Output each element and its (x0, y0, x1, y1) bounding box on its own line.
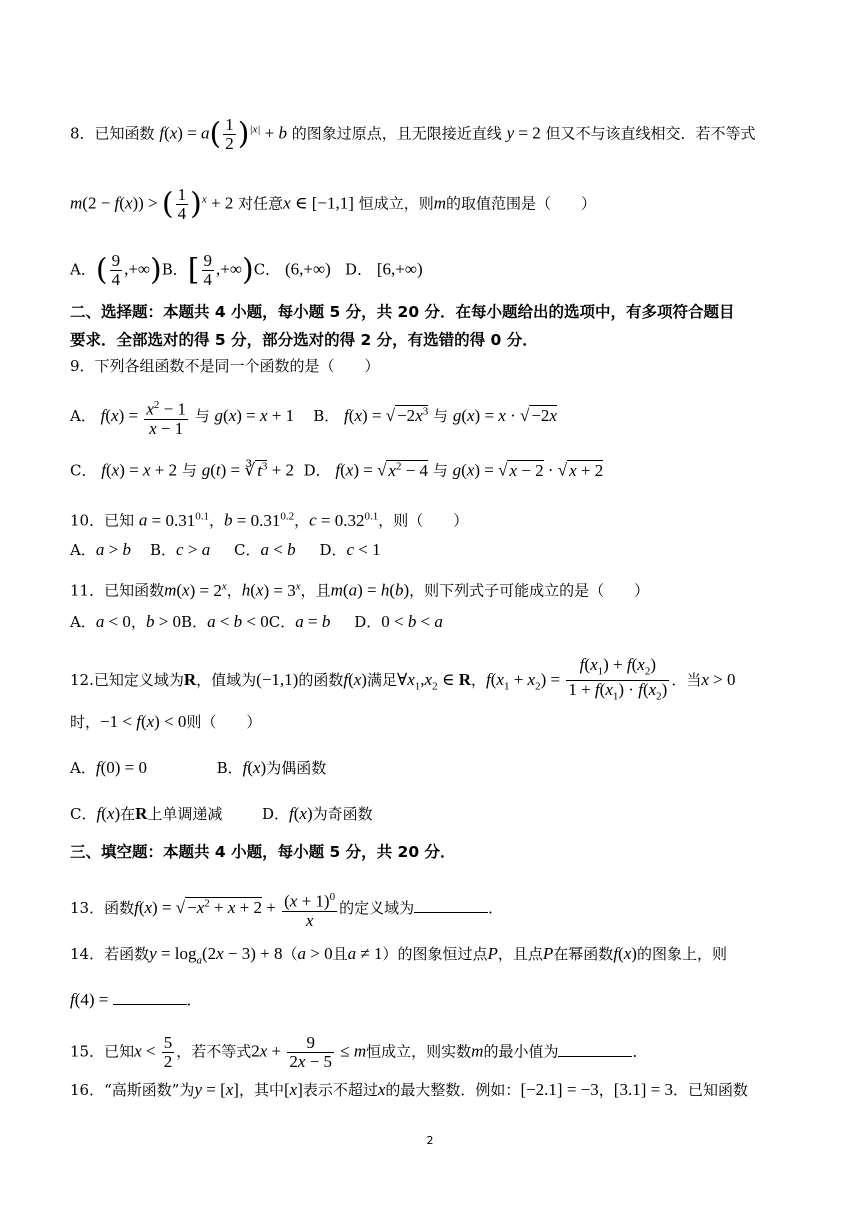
q8-options: A．( $\frac{9}{4}$ ,+∞)B．[ $\frac{9}{4}$ ,+∞)C． (6,+∞) D． [6,+∞) (70, 251, 423, 289)
q8-line-1: 8．已知函数 f(x) = a( $\frac{1}{2}$ )$^{|x|}$ + b 的图象过原点，且无限接近直线 y = 2 但又不与该直线相交．若不等式 (70, 115, 756, 153)
q9-stem: 9．下列各组函数不是同一个函数的是（ ） (70, 357, 380, 375)
q11-stem: 11．已知函数$m(x) = 2^x$，$h(x) = 3^x$，且m(a) = h(b)，则下列式子可能成立的是（ ） (70, 580, 650, 600)
q12-options-cd: C．f(x)在R上单调递减 D．f(x)为奇函数 (70, 804, 373, 823)
q14-line-2: f(4) = ． (70, 990, 202, 1009)
q14-line-1: 14．若函数$y = \log_a(2x - 3) + 8(a > 0$且a ≠ 1）的图象恒过点P，且点P在幂函数f(x)的图象上，则 (70, 944, 727, 967)
q15-answer-blank[interactable] (558, 1042, 632, 1057)
q12-options-ab: A．f(0) = 0 B．f(x)为偶函数 (70, 758, 327, 777)
q12-line-2: 时，−1 < f(x) < 0则（ ） (70, 712, 262, 731)
q16: 16．“高斯函数”为y = [x]，其中[x]表示不超过x的最大整数．例如：[−2.1] = −3，[3.1] = 3．已知函数 (70, 1080, 748, 1099)
section-2-heading-line-1: 二、选择题：本题共 4 小题，每小题 5 分，共 20 分．在每小题给出的选项中，有多项符合题目 (70, 303, 735, 321)
q11-options: A．a < 0，b > 0B．a < b < 0C．a = b D．0 < b < a (70, 612, 443, 631)
q10-stem: 10．已知 $a = 0.31^{0.1}$，$b = 0.31^{0.2}$，$c = 0.32^{0.1}$，则（ ） (70, 510, 469, 530)
q15: 15．已知x < $\frac{5}{2}$ ，若不等式2x + $\frac{9}{2x - 5}$ ≤ m恒成立，则实数m的最小值为 ． (70, 1033, 648, 1071)
q12-line-1: 12.已知定义域为R，值域为(−1,1)的函数f(x)满足$\forall x_1,x_2$ ∈ R，$f(x_1 + x_2)$ = $\frac{f(x_1) + f(x_2)}{1 + f(x_1) \cdot f(x_2)}$ ．当x > 0 (70, 655, 736, 703)
q14-answer-blank[interactable] (113, 990, 187, 1005)
q13-answer-blank[interactable] (414, 898, 488, 913)
q9-options-cd: C． f(x) = x + 2 与 g(t) = ∛ $t^3 + 2$ D． f(x) = √ $x^2 - 4$ 与 g(x) = √ x − 2 · √ x + 2 (70, 460, 604, 480)
section-2-heading-line-2: 要求．全部选对的得 5 分，部分选对的得 2 分，有选错的得 0 分． (70, 331, 538, 349)
q9-options-ab: A． f(x) = $\frac{x^2 - 1}{x - 1}$ 与 g(x) = x + 1 B． f(x) = √ $-2x^3$ 与 g(x) = x · √ −2x (70, 396, 796, 438)
q13: 13．函数f(x) = √ $-x^2 + x + 2$ + $\frac{(x + 1)^0}{x}$ 的定义域为 ． (70, 888, 796, 930)
page-number: 2 (426, 1134, 434, 1147)
q10-options: A．a > b B．c > a C．a < b D．c < 1 (70, 540, 381, 559)
section-3-heading: 三、填空题：本题共 4 小题，每小题 5 分，共 20 分． (70, 843, 456, 861)
q8-line-2: m(2 − f(x)) > ( $\frac{1}{4}$ )$^x$ + 2 对任意x ∈ [−1,1] 恒成立，则m的取值范围是（ ） (70, 185, 597, 223)
